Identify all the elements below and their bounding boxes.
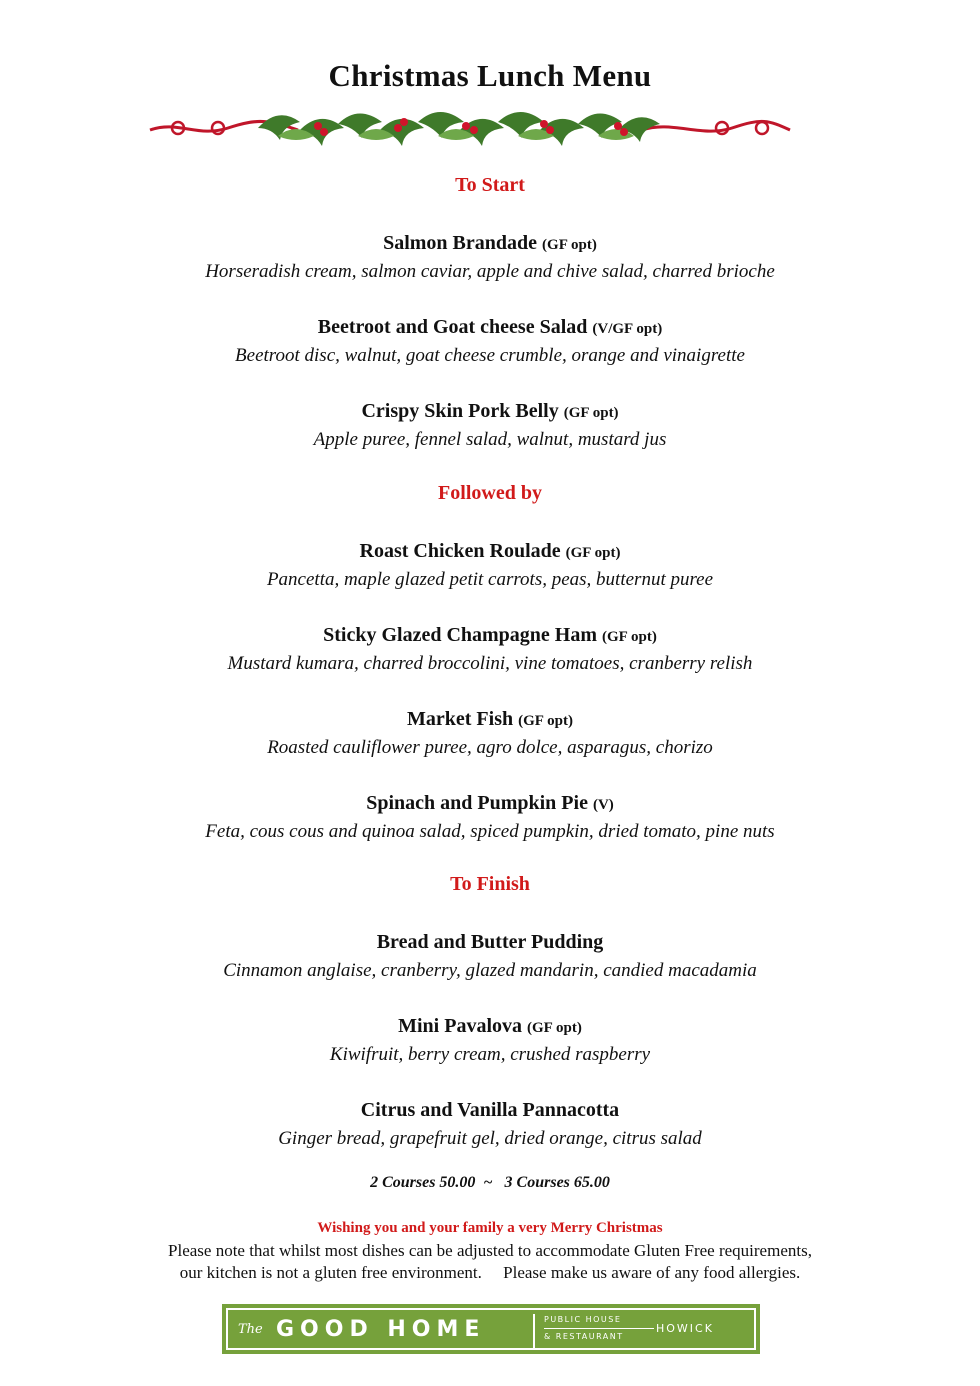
logo-public-house: PUBLIC HOUSE (544, 1315, 622, 1324)
gluten-note-line-1: Please note that whilst most dishes can be adjusted to accommodate Gluten Free requirements, (168, 1241, 812, 1260)
logo-divider (533, 1314, 535, 1348)
dish-name-line (0, 1097, 980, 1125)
dish-item (0, 538, 980, 594)
dish-description: Mustard kumara, charred broccolini, vine tomatoes, cranberry relish (227, 653, 753, 674)
dish-item (0, 929, 980, 985)
logo-name: GOOD HOME (276, 1317, 486, 1342)
dish-item (0, 790, 980, 846)
course-prices: 2 Courses 50.00 ~ 3 Courses 65.00 (370, 1174, 610, 1191)
dish-name: Spinach and Pumpkin Pie (366, 792, 588, 814)
dish-name-line (0, 929, 980, 957)
section-heading-finish: To Finish (450, 873, 530, 895)
dish-description: Apple puree, fennel salad, walnut, mustard jus (313, 429, 667, 450)
dish-name: Market Fish (407, 708, 514, 730)
logo-restaurant: & RESTAURANT (544, 1332, 624, 1341)
dish-item (0, 1097, 980, 1153)
dish-name: Sticky Glazed Champagne Ham (323, 624, 598, 646)
dish-tag: (V) (592, 797, 614, 813)
dish-item (0, 1013, 980, 1069)
dish-item (0, 230, 980, 286)
dish-name: Crispy Skin Pork Belly (361, 400, 559, 422)
dish-tag: (GF opt) (563, 405, 619, 421)
section-heading-start: To Start (455, 174, 525, 196)
gluten-note-line-2: our kitchen is not a gluten free environment. Please make us aware of any food allergies. (179, 1263, 801, 1282)
dish-name-line (0, 398, 980, 426)
dish-name: Bread and Butter Pudding (376, 931, 604, 953)
logo-the: The (238, 1322, 263, 1337)
dish-description: Beetroot disc, walnut, goat cheese crumble, orange and vinaigrette (235, 345, 745, 366)
dish-item (0, 398, 980, 454)
dish-name-line (0, 314, 980, 342)
dish-name-line (0, 706, 980, 734)
dish-description: Roasted cauliflower puree, agro dolce, asparagus, chorizo (267, 737, 713, 758)
dish-name: Citrus and Vanilla Pannacotta (360, 1099, 620, 1121)
dish-name: Mini Pavalova (398, 1015, 523, 1037)
dish-description: Kiwifruit, berry cream, crushed raspberry (329, 1044, 651, 1065)
dish-name-line (0, 622, 980, 650)
dish-name-line (0, 790, 980, 818)
christmas-wish: Wishing you and your family a very Merry Christmas (317, 1220, 663, 1236)
page-title: Christmas Lunch Menu (328, 58, 652, 93)
logo-frame (226, 1308, 756, 1350)
section-heading-main: Followed by (438, 482, 542, 504)
dish-name: Roast Chicken Roulade (359, 540, 561, 562)
dish-description: Feta, cous cous and quinoa salad, spiced pumpkin, dried tomato, pine nuts (205, 821, 775, 842)
dish-description: Ginger bread, grapefruit gel, dried orange, citrus salad (278, 1128, 702, 1149)
dish-name-line (0, 538, 980, 566)
holly-garland-icon (148, 102, 792, 152)
dish-tag: (V/GF opt) (592, 321, 663, 337)
dish-item (0, 314, 980, 370)
dish-tag: (GF opt) (542, 237, 597, 253)
dish-description: Cinnamon anglaise, cranberry, glazed mandarin, candied macadamia (223, 960, 757, 981)
dish-tag: (GF opt) (518, 713, 573, 729)
dish-item (0, 622, 980, 678)
dish-tag: (GF opt) (527, 1020, 582, 1036)
restaurant-logo (222, 1304, 760, 1354)
dish-item (0, 706, 980, 762)
logo-rule (544, 1328, 654, 1329)
dish-description: Horseradish cream, salmon caviar, apple and chive salad, charred brioche (205, 261, 775, 282)
dish-name: Salmon Brandade (383, 232, 538, 254)
dish-tag: (GF opt) (565, 545, 621, 561)
dish-name-line (0, 230, 980, 258)
dish-name: Beetroot and Goat cheese Salad (317, 316, 588, 338)
logo-location: HOWICK (656, 1322, 714, 1335)
dish-description: Pancetta, maple glazed petit carrots, peas, butternut puree (266, 569, 714, 590)
dish-tag: (GF opt) (602, 629, 657, 645)
dish-name-line (0, 1013, 980, 1041)
